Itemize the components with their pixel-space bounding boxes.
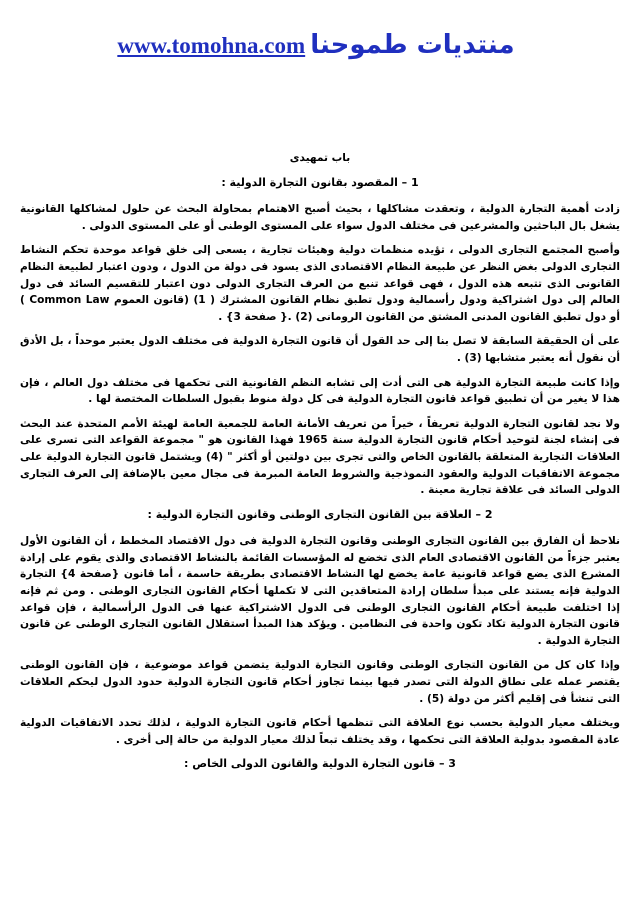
section1-heading: 1 – المقصود بقانون التجارة الدولية : <box>221 175 419 189</box>
paragraph-4: وإذا كانت طبيعة التجارة الدولية هى التى أدت إلى تشابه النظم القانونية التى تحكمها فى مختلف دول العالم ، فإن هذا لا يغير من أن تطبيق قواعد قانون التجارة الدولية فى كل دولة منوط بقبول السلطات المختصة لها . <box>20 376 620 406</box>
section3-heading: 3 – قانون التجارة الدولية والقانون الدولى الخاص : <box>184 757 456 771</box>
paragraph-1: زادت أهمية التجارة الدولية ، وتعقدت مشاكلها ، بحيث أصبح الاهتمام بمحاولة البحث عن حلول لمشاكلها القانونية يشغل بال الباحثين والمشرعين فى مختلف الدول سواء على المستوى الوطنى أو على المستوى الدولى . <box>20 203 620 232</box>
intro-title: باب تمهيدى <box>289 152 351 164</box>
site-header <box>0 30 638 60</box>
paragraph-6: نلاحظ أن الفارق بين القانون التجارى الوطنى وقانون التجارة الدولية فى دول الاقتصاد المخطط ، أن القانون الأول يعتبر جزءاً من القانون الاقتصادى العام الذى تخضع له المؤسسات القائمة بالنشاط الاقتصادى والذى يقوم على إرادة المشرع الذى يضع قواعد قانونية عامة يخضع لها النشاط الاقتصادى بطريقة حاسمة ، أما قانون {صفحة 4} التجارة الدولية فإنه يستند على مبدأ سلطان إرادة المتعاقدين التى لا تكملها أحكام القانون التجارى الوطنى . ومن ثم فإنه إذا اختلفت طبيعة أحكام القانون التجارى الوطنى فى الدول الاشتراكية عنها فى الدول الرأسمالية ، فإن قواعد قانون التجارة الدولية تكاد تكون واحدة فى النظامين . ويؤكد هذا المبدأ استقلال القانون التجارى الوطنى عن قانون التجارة الدولية . <box>20 535 620 647</box>
paragraph-5: ولا نجد لقانون التجارة الدولية تعريفاً ، خيراً من تعريف الأمانة العامة للجمعية العامة لهيئة الأمم المتحدة عند البحث فى إنشاء لجنة لتوحيد أحكام قانون التجارة الدولية سنة 1965 فهذا القانون هو " مجموعة القواعد التى تسرى على العلاقات التجارية المتعلقة بالقانون الخاص والتى تجرى بين دولتين أو أكثر " (4) ويشتمل قانون التجارة الدولية على مجموعة الاتفاقيات الدولية والعقود النموذجية والشروط العامة المبرمة فى مجال معين بالإضافة إلى العرف التجارى الدولى السائد فى علاقة تجارية معينة . <box>20 417 620 497</box>
paragraph-8: ويختلف معيار الدولية بحسب نوع العلاقة التى تنظمها أحكام قانون التجارة الدولية ، لذلك تحدد الاتفاقيات الدولية عادة المقصود بدولية العلاقة التى تحكمها ، وقد يختلف تبعاً لذلك معيار الدولية من حالة إلى أخرى . <box>20 717 620 746</box>
section2-heading: 2 – العلاقة بين القانون التجارى الوطنى وقانون التجارة الدولية : <box>147 507 493 521</box>
document-body <box>20 150 620 783</box>
site-url-link[interactable]: www.tomohna.com <box>117 33 306 58</box>
site-name: منتديات طموحنا <box>310 30 515 60</box>
paragraph-2: وأصبح المجتمع التجارى الدولى ، تؤيده منظمات دولية وهيئات تجارية ، يسعى إلى خلق قواعد موحدة تحكم النشاط التجارى الدولى بغض النظر عن طبيعة النظام الاقتصادى الذى يسود فى دولة من الدول ، ودون اعتبار لطبيعة النظام القانونى الذى تتبعه هذه الدول ، فهى قواعد تنبع من العرف التجارى الدولى دون اعتبار للتقسيم السائد فى دول العالم إلى دول اشتراكية ودول رأسمالية ودول تطبق نظام القانون المشترك ( 1) (قانون العموم Common Law ) أو دول تطبق القانون المدنى المشتق من القانون الرومانى (2) .{ صفحة 3} . <box>20 244 621 323</box>
paragraph-3: على أن الحقيقة السابقة لا تصل بنا إلى حد القول أن قانون التجارة الدولية فى مختلف الدول يعتبر موحداً ، بل الأدق أن نقول أنه يعتبر متشابها (3) . <box>20 335 620 364</box>
paragraph-7: وإذا كان كل من القانون التجارى الوطنى وقانون التجارة الدولية يتضمن قواعد موضوعية ، فإن القانون الوطنى يقتصر عمله على نطاق الدولة التى تصدر فيها بينما تجاوز أحكام قانون التجارة الدولية حدود الدول ليحكم العلاقات التى تنشأ فى إقليم أكثر من دولة (5) . <box>20 659 620 705</box>
